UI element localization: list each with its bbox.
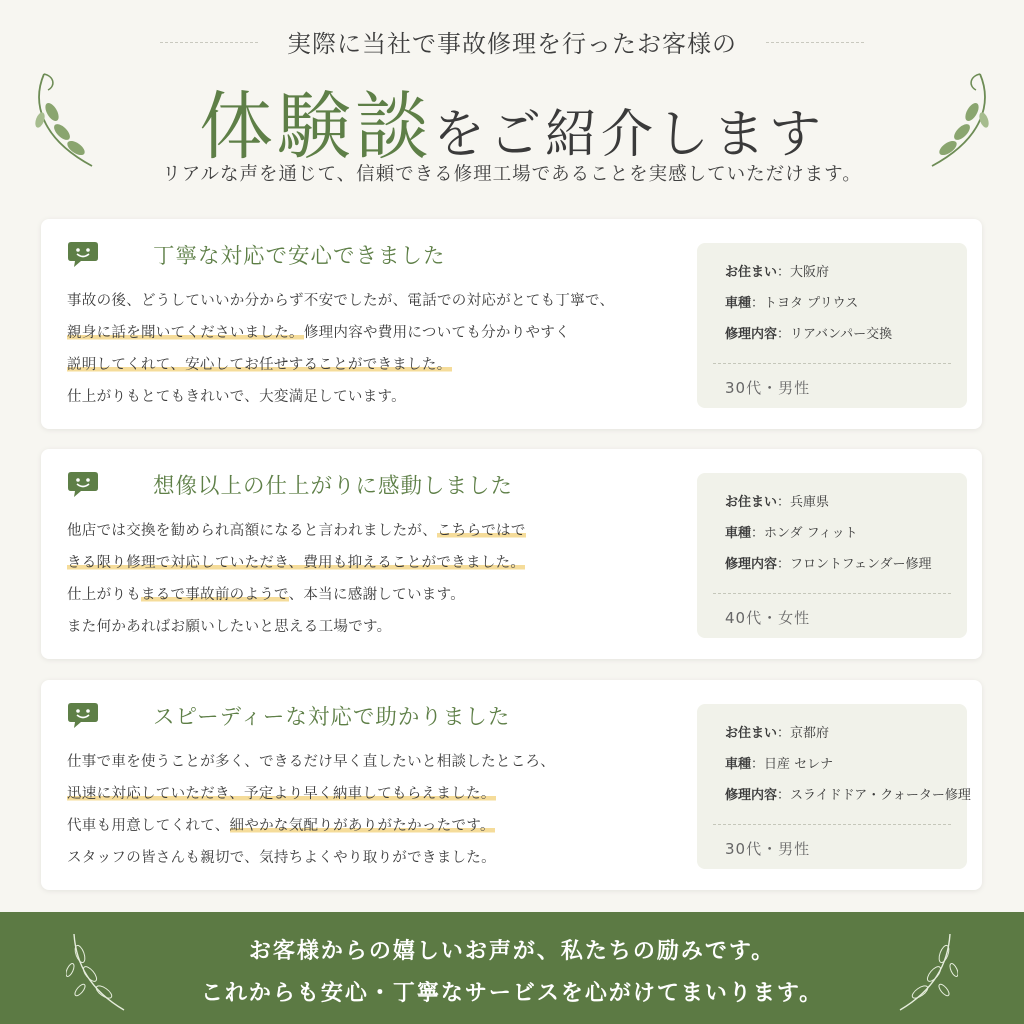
repair-row [725,553,931,572]
body-text-segment: また何かあればお願いしたいと思える工場です。 [67,619,392,635]
page-title-emphasis: 体験談 [198,84,433,170]
body-line [67,611,707,643]
testimonial-title: スピーディーな対応で助かりました [153,705,511,730]
highlighted-text: 迅速に対応していただき、予定より早く納車してもらえました。 [67,786,496,802]
body-line [67,842,707,874]
repair-label: 修理内容 [725,557,778,572]
customer-info-box [697,704,971,869]
car-value: ：トヨタ プリウス [751,296,859,311]
residence-value: ：兵庫県 [777,495,830,510]
repair-value: ：フロントフェンダー修理 [777,557,932,572]
speech-bubble-face-icon [67,239,99,269]
info-divider [713,593,951,594]
residence-row [725,261,829,280]
repair-label: 修理内容 [725,788,778,803]
body-line [67,746,707,778]
residence-label: お住まい [725,726,778,741]
body-text-segment: 事故の後、どうしていいか分からず不安でしたが、電話での対応がとても丁寧で、 [67,293,615,309]
info-divider [713,824,951,825]
car-value: ：日産 セレナ [751,757,834,772]
testimonial-body [67,746,707,874]
car-row [725,292,858,311]
highlighted-text: 説明してくれて、安心してお任せすることができました。 [67,357,452,373]
customer-age: 30代・男性 [725,840,811,858]
footer-message-1: お客様からの嬉しいお声が、私たちの励みです。 [248,938,776,964]
highlighted-text: 親身に話を聞いてくださいました。 [67,325,304,341]
residence-row [725,722,829,741]
repair-label: 修理内容 [725,327,778,342]
body-line [67,381,707,413]
body-text-segment: スタッフの皆さんも親切で、気持ちよくやり取りができました。 [67,850,496,866]
highlighted-text: こちらではで [437,523,526,539]
car-label: 車種 [725,296,752,311]
customer-info-box [697,473,967,638]
car-label: 車種 [725,526,752,541]
page-title-rest: をご紹介します [432,105,825,165]
page-title [0,68,1024,174]
testimonial-card [41,219,982,429]
car-row [725,753,833,772]
body-text-segment: 修理内容や費用についても分かりやすく [303,325,570,341]
body-line [67,778,707,810]
lead-text: 実際に当社で事故修理を行ったお客様の [287,30,737,58]
body-text-segment: 代車も用意してくれて、 [67,818,230,834]
residence-value: ：京都府 [777,726,830,741]
header [0,0,1024,205]
testimonial-body [67,515,707,643]
footer-message-2: これからも安心・丁寧なサービスを心がけてまいります。 [200,980,824,1006]
info-divider [713,363,951,364]
body-text-segment: 仕上がりもとてもきれいで、大変満足しています。 [67,389,406,405]
body-line [67,547,707,579]
residence-label: お住まい [725,495,778,510]
body-text-segment: 仕上がりも [67,587,141,603]
testimonial-card [41,449,982,659]
body-line [67,810,707,842]
customer-info-box [697,243,967,408]
residence-value: ：大阪府 [777,265,830,280]
body-text-segment: 他店では交換を勧められ高額になると言われましたが、 [67,523,437,539]
highlighted-text: 細やかな気配りがありがたかったです。 [229,818,495,834]
customer-age: 40代・女性 [725,609,811,627]
car-value: ：ホンダ フィット [751,526,858,541]
repair-value: ：スライドドア・クォーター修理 [777,788,971,803]
footer-banner [0,912,1024,1024]
testimonial-title: 丁寧な対応で安心できました [153,244,446,269]
speech-bubble-face-icon [67,469,99,499]
testimonial-title: 想像以上の仕上がりに感動しました [153,474,514,499]
body-line [67,579,707,611]
highlighted-text: まるで事故前のようで [141,587,289,603]
body-line [67,285,707,317]
customer-age: 30代・男性 [725,379,811,397]
speech-bubble-face-icon [67,700,99,730]
subtitle: リアルな声を通じて、信頼できる修理工場であることを実感していただけます。 [162,164,862,185]
car-label: 車種 [725,757,752,772]
body-text-segment: 、本当に感謝しています。 [288,587,466,603]
repair-value: ：リアバンパー交換 [777,327,893,342]
car-row [725,522,858,541]
repair-row [725,784,971,803]
repair-row [725,323,892,342]
body-line [67,349,707,381]
body-line [67,317,707,349]
testimonial-card [41,680,982,890]
testimonial-body [67,285,707,413]
body-line [67,515,707,547]
residence-label: お住まい [725,265,778,280]
residence-row [725,491,829,510]
body-text-segment: 仕事で車を使うことが多く、できるだけ早く直したいと相談したところ、 [67,754,556,770]
highlighted-text: きる限り修理で対応していただき、費用も抑えることができました。 [67,555,526,571]
